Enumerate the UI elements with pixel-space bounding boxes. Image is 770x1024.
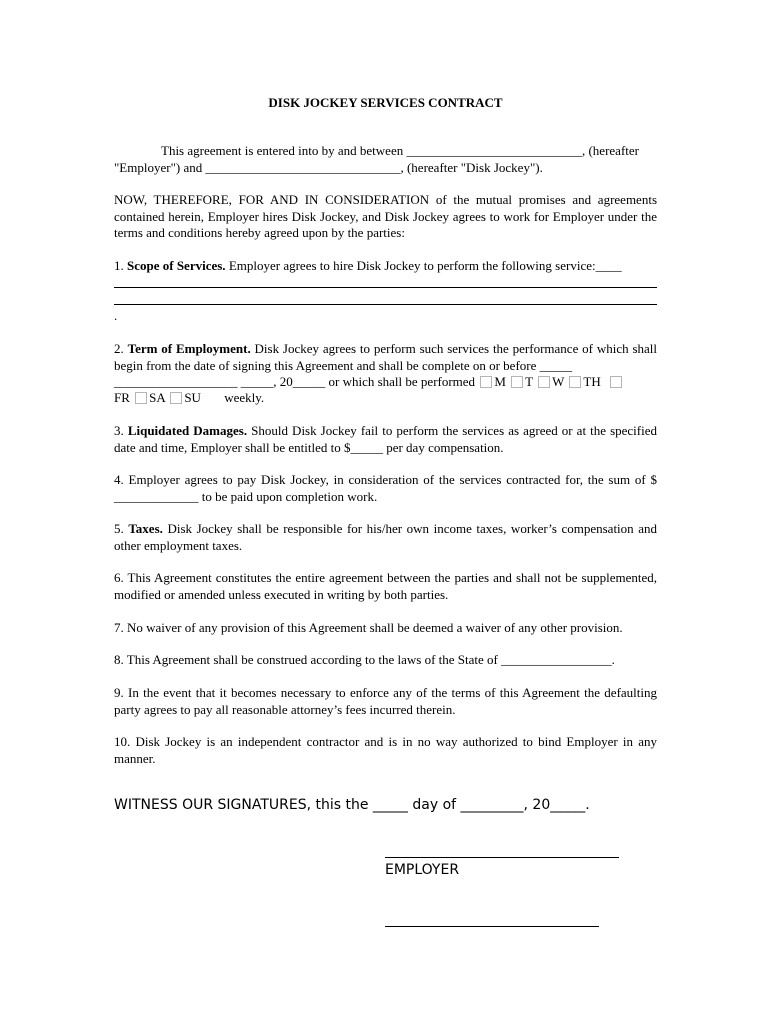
clause-6-entire-agreement: 6. This Agreement constitutes the entire agreement between the parties and shall not be supplemented, modified or amended unless executed in writing by both parties. <box>114 570 657 602</box>
clause-9-attorney-fees: 9. In the event that it becomes necessary to enforce any of the terms of this Agreement the defaulting party agrees to pay all reasonable attorney’s fees incurred therein. <box>114 685 657 717</box>
clause-1-scope-of-services <box>114 258 657 275</box>
weekly-label: weekly. <box>224 390 265 405</box>
clause-4-payment: 4. Employer agrees to pay Disk Jockey, in consideration of the services contracted for, the sum of $ _____________ to be paid upon completion work. <box>114 472 657 504</box>
clause-2-date-text: ___________________ _____, 20_____ or which shall be performed <box>114 374 476 389</box>
clause-1-period: . <box>114 308 118 323</box>
day-label-tuesday: T <box>525 374 533 389</box>
clause-2-line-2 <box>114 374 657 391</box>
clause-2-heading: Term of Employment. <box>127 341 251 356</box>
clause-5-number: 5. <box>114 521 129 536</box>
scope-blank-line-1[interactable] <box>114 287 657 288</box>
intro-paragraph <box>114 143 657 176</box>
clause-3-text: Should Disk Jockey fail to perform the services as agreed or at the specified date and time, Employer shall be entitled to $_____ per day compensation. <box>114 423 657 455</box>
clause-5-taxes <box>114 521 657 554</box>
checkbox-thursday-extra[interactable] <box>610 376 622 388</box>
checkbox-wednesday[interactable] <box>538 376 550 388</box>
day-label-wednesday: W <box>552 374 565 389</box>
clause-3-liquidated-damages <box>114 423 657 456</box>
clause-1-number: 1. <box>114 258 127 273</box>
witness-statement: WITNESS OUR SIGNATURES, this the _____ day of _________, 20_____. <box>114 797 590 813</box>
clause-10-independent-contractor: 10. Disk Jockey is an independent contractor and is in no way authorized to bind Employer in any manner. <box>114 734 657 766</box>
disk-jockey-signature-line[interactable] <box>385 926 599 927</box>
checkbox-friday[interactable] <box>135 392 147 404</box>
document-title: DISK JOCKEY SERVICES CONTRACT <box>268 95 503 110</box>
clause-8-governing-law: 8. This Agreement shall be construed according to the laws of the State of _________________. <box>114 652 615 667</box>
consideration-paragraph: NOW, THEREFORE, FOR AND IN CONSIDERATION of the mutual promises and agreements contained herein, Employer hires Disk Jockey, and Disk Jockey agrees to work for Employer under the terms and conditions hereby agreed upon by the parties: <box>114 192 657 240</box>
clause-1-heading: Scope of Services. <box>127 258 226 273</box>
clause-2-text: Disk Jockey agrees to perform such services the performance of which shall begin from the date of signing this Agreement and shall be complete on or before _____ <box>114 341 658 373</box>
intro-line-1: This agreement is entered into by and between ___________________________, (hereafter <box>161 143 639 158</box>
clause-7-waiver: 7. No waiver of any provision of this Agreement shall be deemed a waiver of any other provision. <box>114 620 623 635</box>
day-label-monday: M <box>494 374 506 389</box>
clause-2-line-3 <box>114 390 657 407</box>
day-label-sunday: SU <box>184 390 201 405</box>
checkbox-saturday[interactable] <box>170 392 182 404</box>
day-label-friday: FR <box>114 390 130 405</box>
scope-blank-line-2[interactable] <box>114 304 657 305</box>
intro-line-2: "Employer") and ______________________________, (hereafter "Disk Jockey"). <box>114 159 543 175</box>
day-label-saturday: SA <box>149 390 166 405</box>
checkbox-tuesday[interactable] <box>511 376 523 388</box>
clause-3-number: 3. <box>114 423 128 438</box>
employer-signature-line[interactable] <box>385 857 619 858</box>
clause-5-heading: Taxes. <box>128 521 163 536</box>
checkbox-thursday[interactable] <box>569 376 581 388</box>
day-label-thursday: TH <box>583 374 601 389</box>
checkbox-monday[interactable] <box>480 376 492 388</box>
clause-2-number: 2. <box>114 341 128 356</box>
clause-1-text: Employer agrees to hire Disk Jockey to perform the following service:____ <box>225 258 622 273</box>
employer-label: EMPLOYER <box>385 862 460 878</box>
clause-3-heading: Liquidated Damages. <box>127 423 248 438</box>
clause-5-text: Disk Jockey shall be responsible for his/her own income taxes, worker’s compensation and other employment taxes. <box>114 521 658 553</box>
clause-2-term-of-employment <box>114 341 657 374</box>
